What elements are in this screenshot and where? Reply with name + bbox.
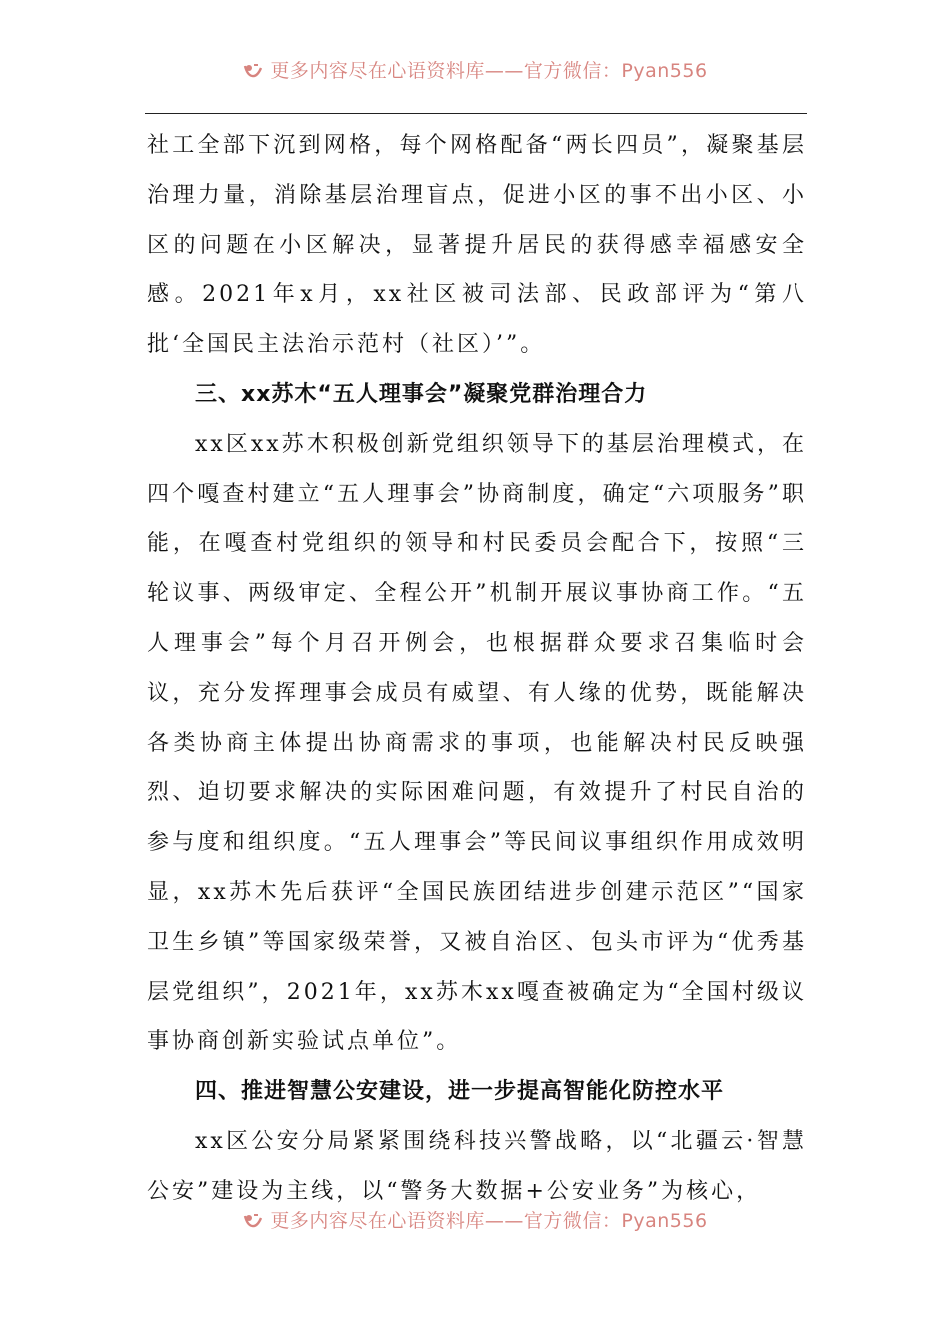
watermark-text: 更多内容尽在心语资料库——官方微信：Pyan556 xyxy=(270,60,708,82)
footer-watermark xyxy=(0,1206,950,1233)
header-watermark xyxy=(0,56,950,83)
paragraph-section-3: xx区xx苏木积极创新党组织领导下的基层治理模式，在四个嘎查村建立“五人理事会”协商制度，确定“六项服务”职能，在嘎查村党组织的领导和村民委员会配合下，按照“三轮议事、两级审定、全程公开”机制开展议事协商工作。“五人理事会”每个月召开例会，也根据群众要求召集临时会议，充分发挥理事会成员有威望、有人缘的优势，既能解决各类协商主体提出协商需求的事项，也能解决村民反映强烈、迫切要求解决的实际困难问题，有效提升了村民自治的参与度和组织度。“五人理事会”等民间议事组织作用成效明显，xx苏木先后获评“全国民族团结进步创建示范区”“国家卫生乡镇”等国家级荣誉，又被自治区、包头市评为“优秀基层党组织”，2021年，xx苏木xx嘎查被确定为“全国村级议事协商创新实验试点单位”。 xyxy=(147,431,807,1055)
watermark-text: 更多内容尽在心语资料库——官方微信：Pyan556 xyxy=(270,1210,708,1232)
logo-icon xyxy=(242,1212,264,1230)
logo-icon xyxy=(242,62,264,80)
document-body xyxy=(147,121,807,1217)
header-rule xyxy=(145,113,807,114)
section-heading-3: 三、xx苏木“五人理事会”凝聚党群治理合力 xyxy=(195,381,648,407)
section-heading-4: 四、推进智慧公安建设，进一步提高智能化防控水平 xyxy=(195,1079,725,1105)
paragraph-section-4: xx区公安分局紧紧围绕科技兴警战略，以“北疆云·智慧公安”建设为主线，以“警务大数据+公安业务”为核心， xyxy=(147,1128,807,1204)
paragraph-continuation: 社工全部下沉到网格，每个网格配备“两长四员”，凝聚基层治理力量，消除基层治理盲点，促进小区的事不出小区、小区的问题在小区解决，显著提升居民的获得感幸福感安全感。2021年x月，xx社区被司法部、民政部评为“第八批‘全国民主法治示范村（社区）’”。 xyxy=(147,133,807,358)
